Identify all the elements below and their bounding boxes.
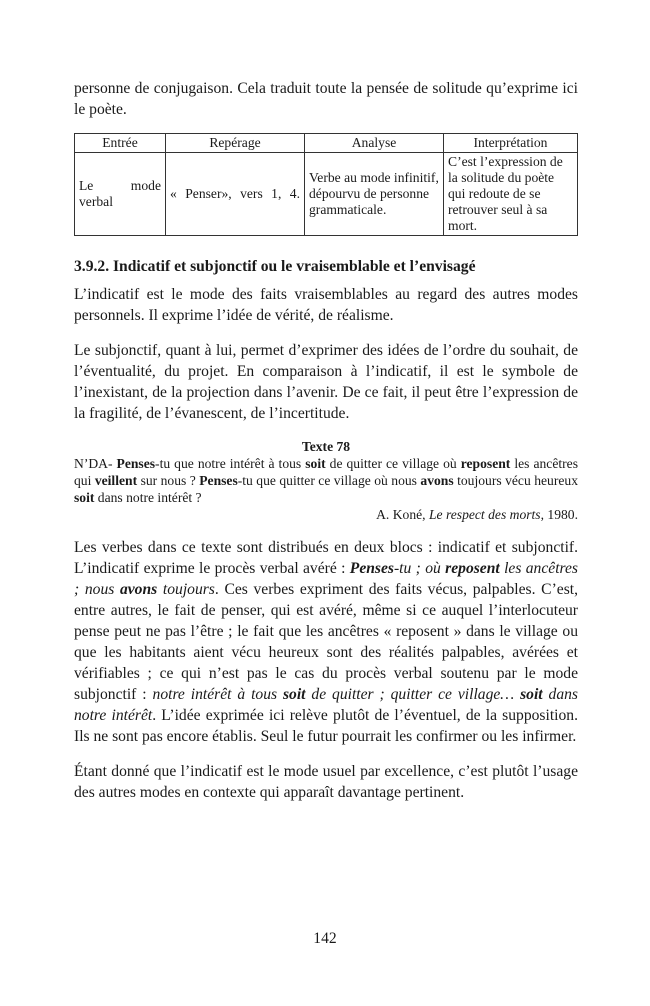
table-row (75, 153, 578, 236)
paragraph-conclusion: Étant donné que l’indicatif est le mode usuel par excellence, c’est plutôt l’usage des autres modes en contexte qui apparaît davantage pertinent. (74, 763, 578, 801)
page-number: 142 (313, 930, 337, 947)
paragraph-analysis: Les verbes dans ce texte sont distribués en deux blocs : indicatif et subjonctif. L’indicatif exprime le procès verbal avéré : Penses-tu ; où reposent les ancêtres ; nous avons toujours. Ces verbes expriment des faits vécus, palpables. C’est, entre autres, le fait de penser, qui est avéré, même si ce auquel l’interlocuteur pense peut ne pas l’être ; le fait que les ancêtres « reposent » dans le village ou que les habitants aient vécu heureux sont des réalités palpables, avérées et vérifiables ; ce qui n’est pas le cas du procès verbal soutenu par le mode subjonctif : notre intérêt à tous soit de quitter ; quitter ce village… soit dans notre intérêt. L’idée exprimée ici relève plutôt de l’éventuel, de la supposition. Ils ne sont pas encore établis. Seul le futur pourrait les confirmer ou les infirmer. (74, 539, 579, 745)
cell-reperage: « Penser», vers 1, 4. (166, 153, 305, 236)
quote-source: A. Koné, Le respect des morts, 1980. (376, 507, 578, 522)
header-entree: Entrée (75, 134, 166, 153)
section-heading: 3.9.2. Indicatif et subjonctif ou le vraisemblable et l’envisagé (74, 258, 476, 275)
paragraph-indicatif: L’indicatif est le mode des faits vraisemblables au regard des autres modes personnels. Il exprime l’idée de vérité, de réalisme. (74, 286, 578, 324)
analysis-table (74, 133, 578, 236)
page-content (74, 78, 578, 803)
paragraph-subjonctif: Le subjonctif, quant à lui, permet d’exprimer des idées de l’ordre du souhait, de l’éventualité, du projet. En comparaison à l’indicatif, il est le symbole de l’inexistant, de la projection dans l’avenir. De ce fait, il peut être l’expression de la fragilité, de l’évanescent, de l’incertitude. (74, 342, 578, 422)
cell-analyse: Verbe au mode infinitif, dépourvu de personne grammaticale. (305, 153, 444, 236)
header-analyse: Analyse (305, 134, 444, 153)
header-interpretation: Interprétation (444, 134, 578, 153)
header-reperage: Repérage (166, 134, 305, 153)
cell-entree: Le mode verbal (75, 153, 166, 236)
quoted-text: N’DA- Penses-tu que notre intérêt à tous soit de quitter ce village où reposent les ancêtres qui veillent sur nous ? Penses-tu que quitter ce village où nous avons toujours vécu heureux soit dans notre intérêt ? (74, 456, 578, 505)
intro-paragraph: personne de conjugaison. Cela traduit toute la pensée de solitude qu’exprime ici le poète. (74, 80, 578, 118)
texte-title: Texte 78 (301, 439, 351, 454)
cell-interpretation: C’est l’expression de la solitude du poète qui redoute de se retrouver seul à sa mort. (444, 153, 578, 236)
table-header-row (75, 134, 578, 153)
